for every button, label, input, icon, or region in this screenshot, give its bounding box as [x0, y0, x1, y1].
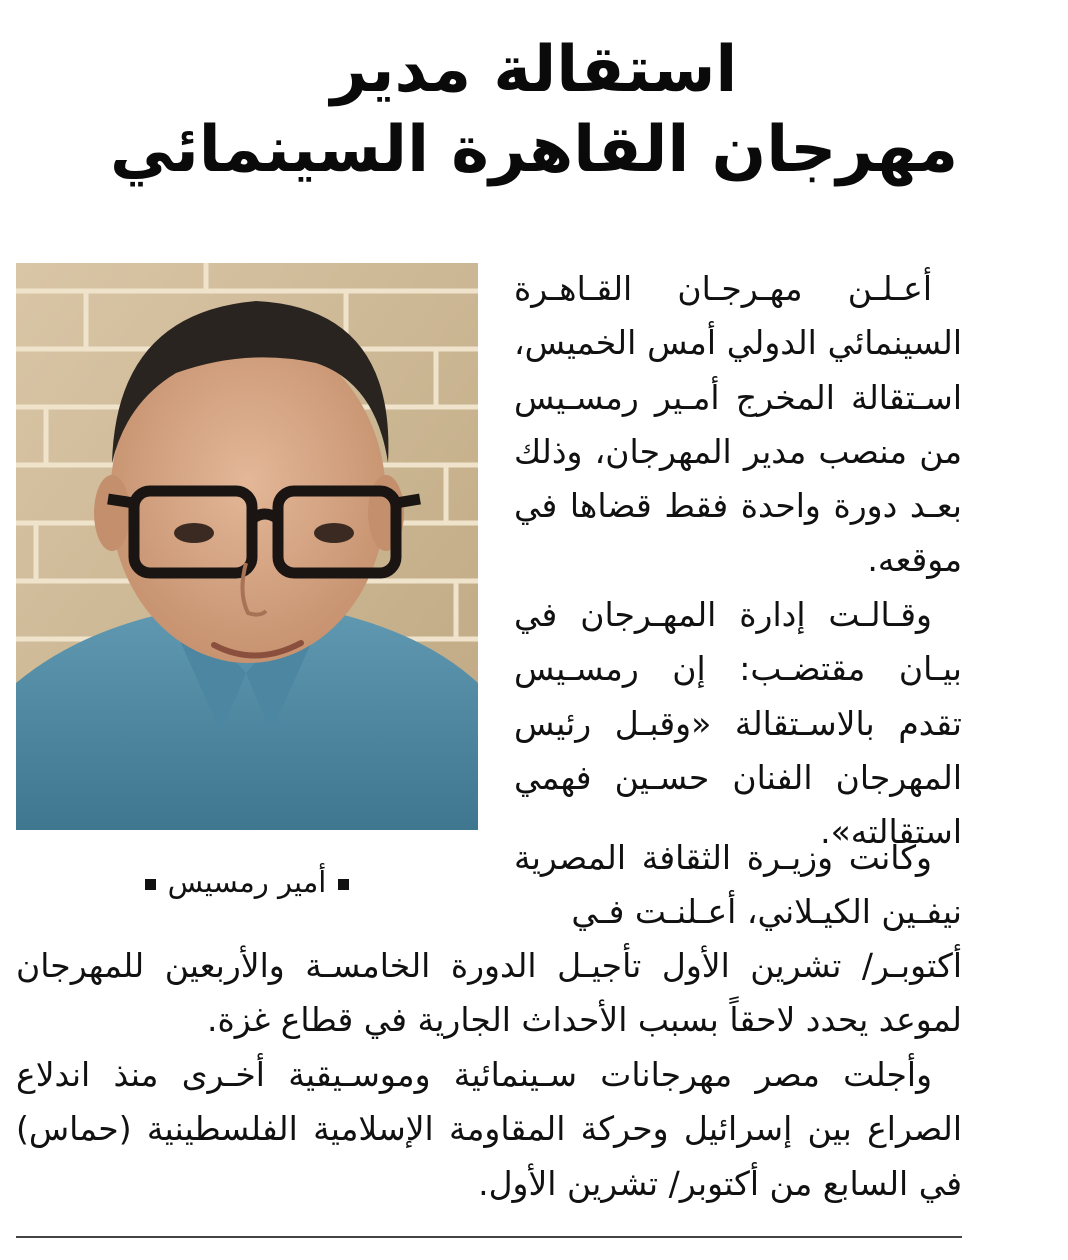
- photo-caption: [16, 862, 478, 902]
- article-paragraph-3-start: وكانت وزيـرة الثقافة المصرية نيفـين الكيـلاني، أعـلنـت فـي: [514, 838, 962, 932]
- headline: [0, 30, 1068, 190]
- headline-line-2: مهرجان القاهرة السينمائي: [109, 113, 959, 187]
- caption-text: أمير رمسيس: [167, 865, 327, 899]
- article-paragraph-3-end: أكتوبـر/ تشرين الأول تأجيـل الدورة الخامسـة والأربعين للمهرجان لموعد يحدد لاحقاً بسبب الأحداث الجارية في قطاع غزة.: [16, 946, 962, 1040]
- caption-bullet-left: [145, 879, 156, 890]
- caption-bullet-right: [338, 879, 349, 890]
- article-paragraph-4: وأجلت مصر مهرجانات سـينمائية وموسـيقية أخـرى منذ اندلاع الصراع بين إسرائيل وحركة المقاومة الإسلامية الفلسطينية (حماس) في السابع من أكتوبر/ تشرين الأول.: [16, 1055, 962, 1203]
- article-paragraph-2: وقـالـت إدارة المهـرجان في بيـان مقتضـب: إن رمسـيس تقدم بالاسـتقالة «وقبـل رئيس المهرجان الفنان حسـين فهمي استقالته».: [514, 595, 962, 852]
- portrait-photo: [16, 263, 478, 830]
- bottom-divider: [16, 1236, 962, 1238]
- article-paragraph-1: أعـلـن مهـرجـان القـاهـرة السينمائي الدولي أمس الخميس، اسـتقالة المخرج أمـير رمسـيس من منصب مدير المهرجان، وذلك بعـد دورة واحدة فقط قضاها في موقعه.: [514, 269, 962, 580]
- headline-line-1: استقالة مدير: [330, 33, 738, 107]
